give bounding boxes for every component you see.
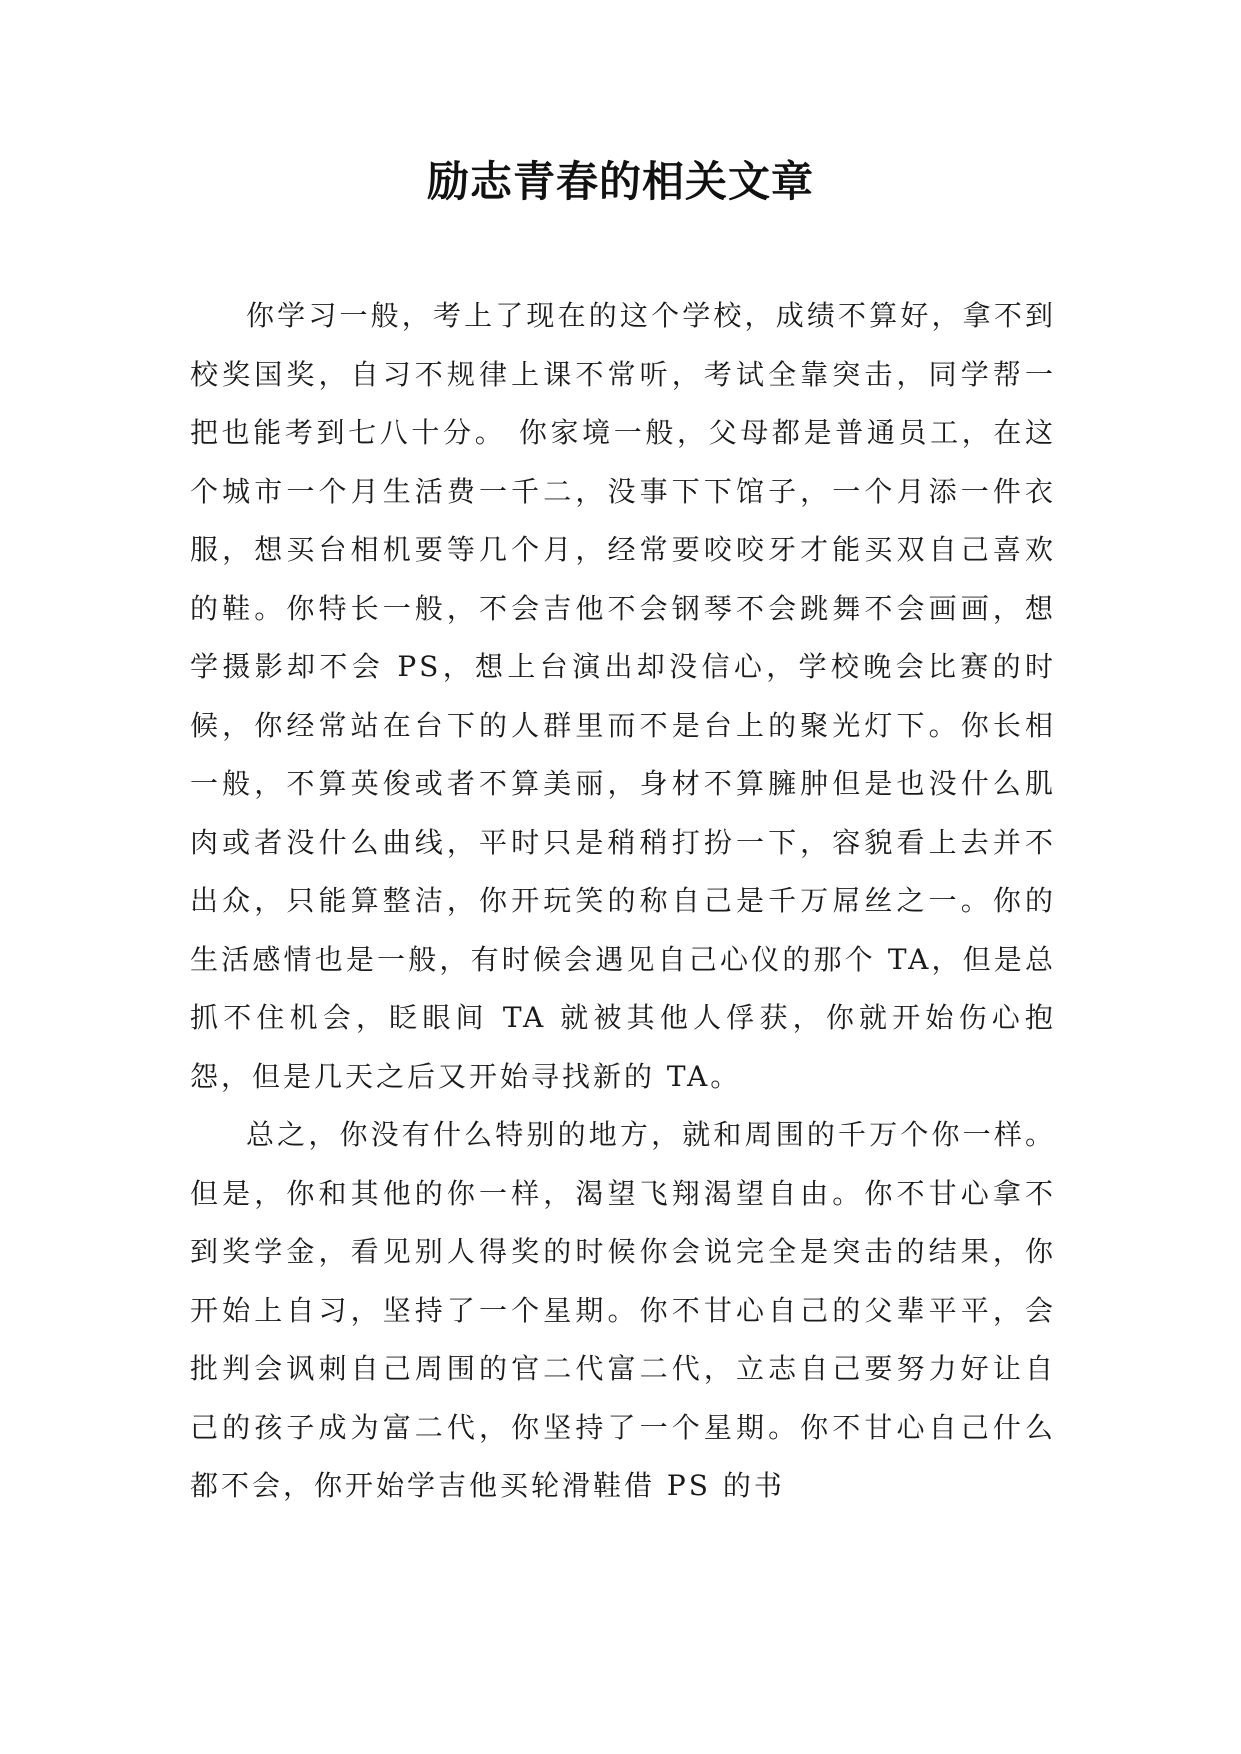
document-body [190, 287, 1056, 1516]
document-title: 励志青春的相关文章 [426, 157, 814, 206]
body-paragraph-1: 你学习一般，考上了现在的这个学校，成绩不算好，拿不到校奖国奖，自习不规律上课不常听，考试全靠突击，同学帮一把也能考到七八十分。 你家境一般，父母都是普通员工，在这个城市一个月生活费一千二，没事下下馆子，一个月添一件衣服，想买台相机要等几个月，经常要咬咬牙才能买双自己喜欢的鞋。你特长一般，不会吉他不会钢琴不会跳舞不会画画，想学摄影却不会 PS，想上台演出却没信心，学校晚会比赛的时候，你经常站在台下的人群里而不是台上的聚光灯下。你长相一般，不算英俊或者不算美丽，身材不算臃肿但是也没什么肌肉或者没什么曲线，平时只是稍稍打扮一下，容貌看上去并不出众，只能算整洁，你开玩笑的称自己是千万屌丝之一。你的生活感情也是一般，有时候会遇见自己心仪的那个 TA，但是总抓不住机会，眨眼间 TA 就被其他人俘获，你就开始伤心抱怨，但是几天之后又开始寻找新的 TA。 [190, 299, 1056, 1093]
body-paragraph-2: 总之，你没有什么特别的地方，就和周围的千万个你一样。但是，你和其他的你一样，渴望飞翔渴望自由。你不甘心拿不到奖学金，看见别人得奖的时候你会说完全是突击的结果，你开始上自习，坚持了一个星期。你不甘心自己的父辈平平，会批判会讽刺自己周围的官二代富二代，立志自己要努力好让自己的孩子成为富二代，你坚持了一个星期。你不甘心自己什么都不会，你开始学吉他买轮滑鞋借 PS 的书 [190, 1118, 1056, 1502]
